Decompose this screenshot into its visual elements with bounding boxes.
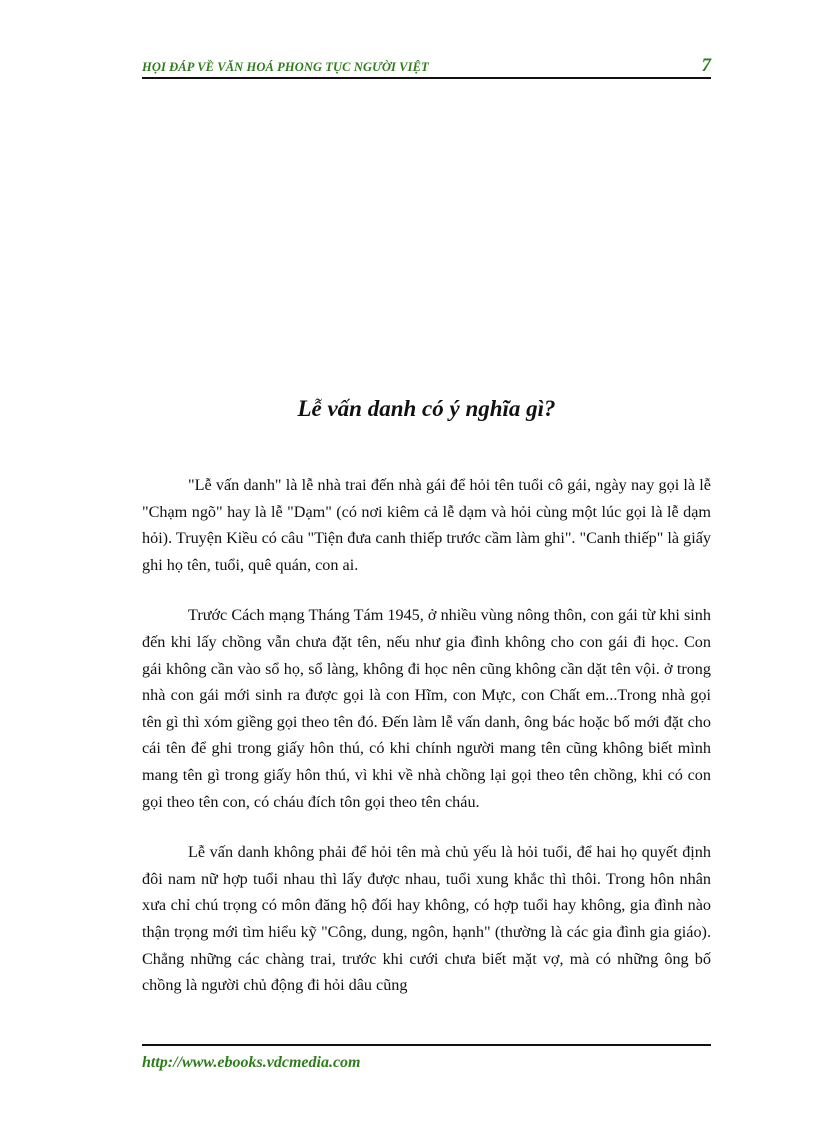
paragraph-3: Lễ vấn danh không phải để hỏi tên mà chủ yếu là hỏi tuổi, để hai họ quyết định đôi nam nữ hợp tuổi nhau thì lấy được nhau, tuổi xung khắc thì thôi. Trong hôn nhân xưa chỉ chú trọng có môn đăng hộ đối hay không, có hợp tuổi hay không, gia đình nào thận trọng mới tìm hiểu kỹ "Công, dung, ngôn, hạnh" (thường là các gia đình gia giáo). Chẳng những các chàng trai, trước khi cưới chưa biết mặt vợ, mà có những ông bố chồng là người chủ động đi hỏi dâu cũng xyxy=(142,843,711,995)
article-title: Lễ vấn danh có ý nghĩa gì? xyxy=(297,396,556,422)
paragraph-2: Trước Cách mạng Tháng Tám 1945, ở nhiều vùng nông thôn, con gái từ khi sinh đến khi lấy chồng vẫn chưa đặt tên, nếu như gia đình không cho con gái đi học. Con gái không cần vào sổ họ, sổ làng, không đi học nên cũng không cần dặt tên vội. ở trong nhà con gái mới sinh ra được gọi là con Hĩm, con Mực, con Chất em...Trong nhà gọi tên gì thì xóm giềng gọi theo tên đó. Đến làm lễ vấn danh, ông bác hoặc bố mới đặt cho cái tên để ghi trong giấy hôn thú, có khi chính người mang tên cũng không biết mình mang tên gì trong giấy hôn thú, vì khi về nhà chồng lại gọi theo tên chồng, khi có con gọi theo tên con, có cháu đích tôn gọi theo tên cháu. xyxy=(142,606,711,811)
footer-website-link[interactable]: http://www.ebooks.vdcmedia.com xyxy=(142,1054,361,1071)
article-body xyxy=(142,472,711,1023)
header-divider xyxy=(142,77,711,79)
book-title: HỌI ĐÁP VỀ VĂN HOÁ PHONG TỤC NGƯỜI VIỆT xyxy=(142,60,429,74)
page-number: 7 xyxy=(701,55,711,76)
paragraph-1: "Lễ vấn danh" là lễ nhà trai đến nhà gái để hỏi tên tuổi cô gái, ngày nay gọi là lễ "Chạm ngõ" hay là lễ "Dạm" (có nơi kiêm cả lễ dạm và hỏi cùng một lúc gọi là lễ dạm hỏi). Truyện Kiều có câu "Tiện đưa canh thiếp trước cầm làm ghi". "Canh thiếp" là giấy ghi họ tên, tuổi, quê quán, con ai. xyxy=(142,476,711,574)
running-header xyxy=(142,56,711,78)
footer-divider xyxy=(142,1044,711,1046)
